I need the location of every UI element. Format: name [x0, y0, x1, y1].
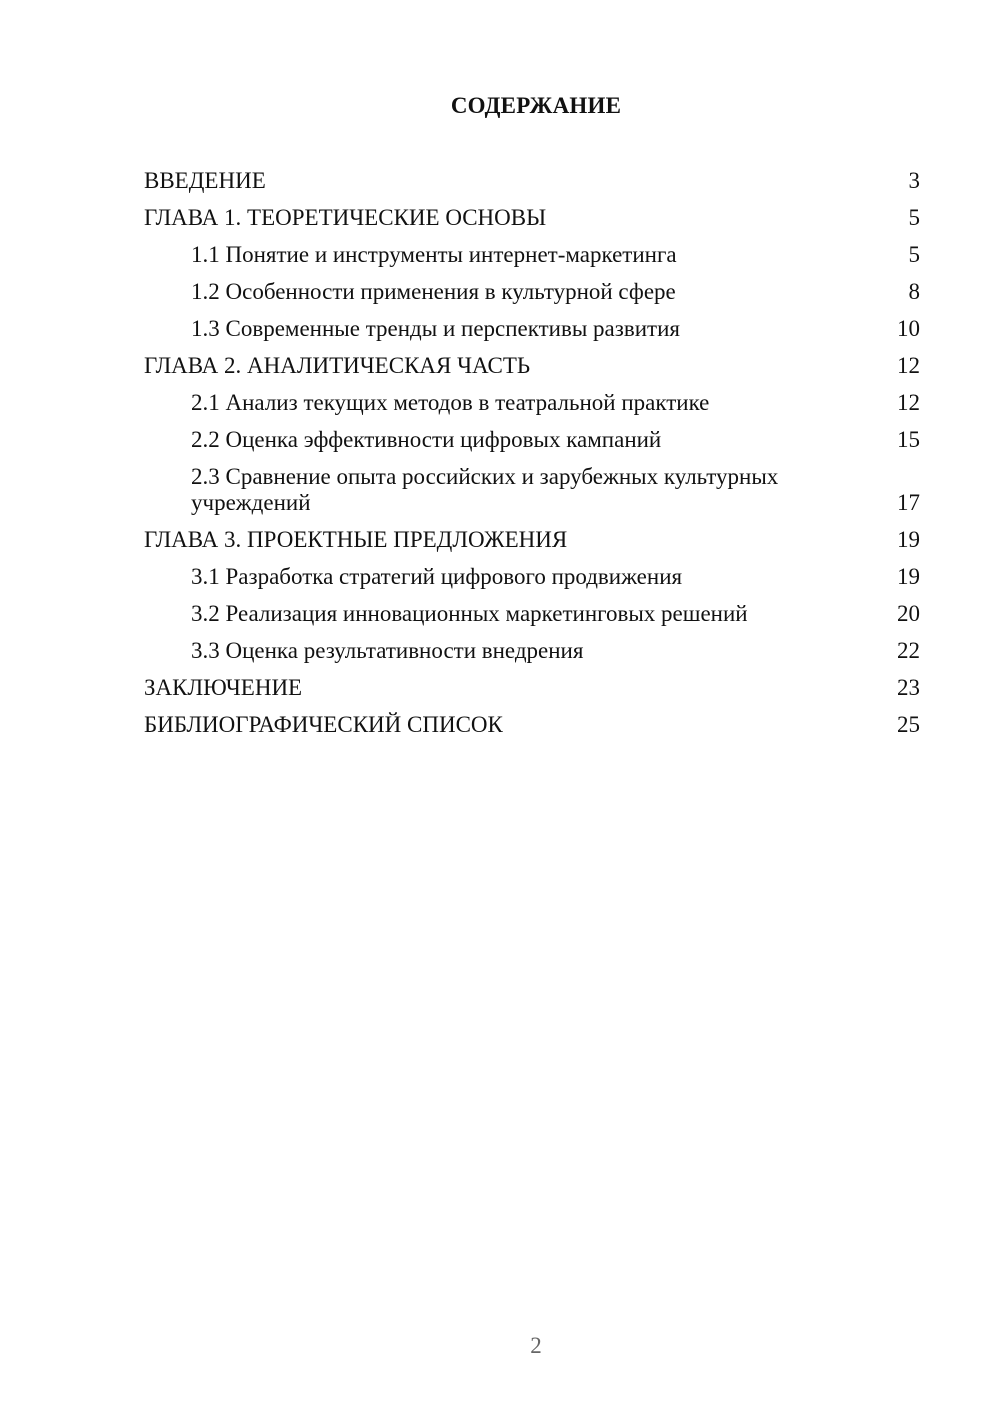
- toc-entry-page: 19: [897, 564, 920, 589]
- toc-entry-section-3-2[interactable]: [144, 601, 920, 627]
- toc-entry-label: ЗАКЛЮЧЕНИЕ: [144, 675, 303, 700]
- toc-entry-label: ГЛАВА 2. АНАЛИТИЧЕСКАЯ ЧАСТЬ: [144, 353, 531, 378]
- toc-entry-page: 12: [897, 353, 920, 378]
- toc-entry-section-1-1[interactable]: [144, 242, 920, 268]
- toc-entry-page: 17: [897, 490, 920, 515]
- toc-entry-page: 10: [897, 316, 920, 341]
- page-number: 2: [530, 1333, 542, 1358]
- toc-entry-section-2-2[interactable]: [144, 427, 920, 453]
- toc-entry-page: 25: [897, 712, 920, 737]
- toc-entry-page: 5: [908, 242, 920, 267]
- toc-entry-section-2-3[interactable]: [144, 464, 920, 516]
- toc-entry-label: 3.1 Разработка стратегий цифрового продвижения: [191, 564, 683, 589]
- toc-entry-section-3-3[interactable]: [144, 638, 920, 664]
- toc-entry-page: 12: [897, 390, 920, 415]
- toc-entry-label: 3.3 Оценка результативности внедрения: [191, 638, 584, 663]
- toc-entry-label: ВВЕДЕНИЕ: [144, 168, 266, 193]
- page-title: СОДЕРЖАНИЕ: [450, 93, 622, 118]
- toc-entry-chapter-3[interactable]: [144, 527, 920, 553]
- toc-entry-page: 3: [908, 168, 920, 193]
- table-of-contents: [144, 168, 920, 749]
- toc-entry-conclusion[interactable]: [144, 675, 920, 701]
- toc-entry-page: 23: [897, 675, 920, 700]
- toc-entry-page: 22: [897, 638, 920, 663]
- toc-entry-label: ГЛАВА 3. ПРОЕКТНЫЕ ПРЕДЛОЖЕНИЯ: [144, 527, 568, 552]
- toc-entry-page: 5: [908, 205, 920, 230]
- toc-entry-section-3-1[interactable]: [144, 564, 920, 590]
- toc-entry-chapter-1[interactable]: [144, 205, 920, 231]
- toc-entry-section-1-2[interactable]: [144, 279, 920, 305]
- toc-entry-bibliography[interactable]: [144, 712, 920, 738]
- toc-entry-label: 2.2 Оценка эффективности цифровых кампаний: [191, 427, 662, 452]
- toc-entry-introduction[interactable]: [144, 168, 920, 194]
- toc-entry-page: 15: [897, 427, 920, 452]
- toc-entry-page: 20: [897, 601, 920, 626]
- toc-entry-label: 2.1 Анализ текущих методов в театральной практике: [191, 390, 710, 415]
- toc-entry-label: 3.2 Реализация инновационных маркетинговых решений: [191, 601, 748, 626]
- toc-entry-page: 8: [908, 279, 920, 304]
- toc-entry-label: 1.2 Особенности применения в культурной сфере: [191, 279, 676, 304]
- toc-entry-chapter-2[interactable]: [144, 353, 920, 379]
- toc-entry-section-2-1[interactable]: [144, 390, 920, 416]
- toc-entry-page: 19: [897, 527, 920, 552]
- toc-entry-label: 1.3 Современные тренды и перспективы развития: [191, 316, 680, 341]
- toc-entry-section-1-3[interactable]: [144, 316, 920, 342]
- toc-entry-label: БИБЛИОГРАФИЧЕСКИЙ СПИСОК: [144, 712, 503, 737]
- toc-entry-label: 1.1 Понятие и инструменты интернет-маркетинга: [191, 242, 677, 267]
- toc-entry-label: 2.3 Сравнение опыта российских и зарубежных культурных учреждений: [191, 464, 779, 515]
- toc-entry-label: ГЛАВА 1. ТЕОРЕТИЧЕСКИЕ ОСНОВЫ: [144, 205, 547, 230]
